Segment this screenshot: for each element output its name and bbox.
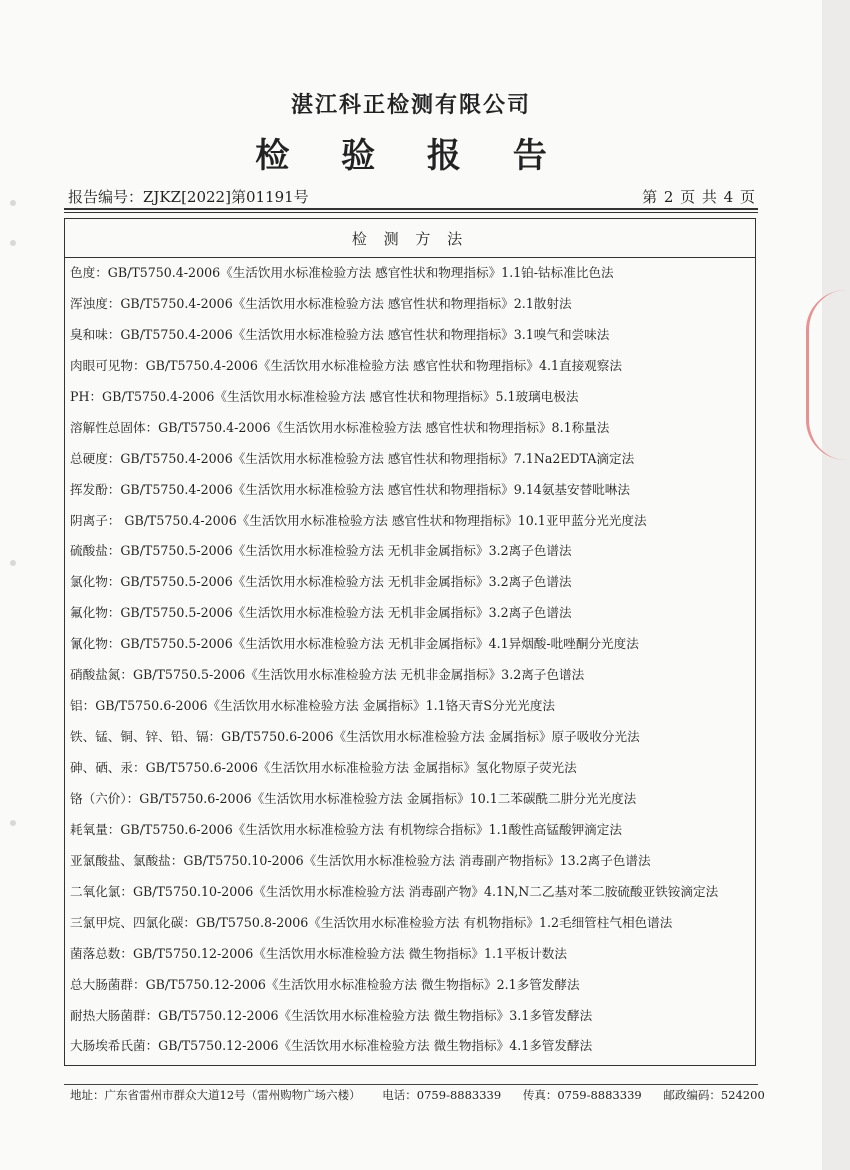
footer-address: 地址：广东省雷州市群众大道12号（雷州购物广场六楼） <box>70 1088 361 1102</box>
method-row: 砷、硒、汞：GB/T5750.6-2006《生活饮用水标准检验方法 金属指标》氢化物原子荧光法 <box>70 760 577 775</box>
method-row: 铝：GB/T5750.6-2006《生活饮用水标准检验方法 金属指标》1.1铬天青S分光光度法 <box>70 698 556 714</box>
method-row: 三氯甲烷、四氯化碳：GB/T5750.8-2006《生活饮用水标准检验方法 有机物指标》1.2毛细管柱气相色谱法 <box>70 914 673 930</box>
method-row: 臭和味：GB/T5750.4-2006《生活饮用水标准检验方法 感官性状和物理指标》3.1嗅气和尝味法 <box>70 326 610 342</box>
binding-hole-icon <box>10 820 16 826</box>
method-row: 铬（六价）：GB/T5750.6-2006《生活饮用水标准检验方法 金属指标》10.1二苯碳酰二肼分光光度法 <box>70 790 637 806</box>
footer-divider <box>64 1084 758 1085</box>
page-indicator: 第 2 页 共 4 页 <box>642 188 756 206</box>
method-row: 亚氯酸盐、氯酸盐：GB/T5750.10-2006《生活饮用水标准检验方法 消毒副产物指标》13.2离子色谱法 <box>70 852 651 868</box>
method-row: 铁、锰、铜、锌、铅、镉：GB/T5750.6-2006《生活饮用水标准检验方法 金属指标》原子吸收分光法 <box>70 729 640 745</box>
method-row: 总大肠菌群：GB/T5750.12-2006《生活饮用水标准检验方法 微生物指标》2.1多管发酵法 <box>70 976 580 992</box>
method-row: 耗氧量：GB/T5750.6-2006《生活饮用水标准检验方法 有机物综合指标》1.1酸性高锰酸钾滴定法 <box>70 821 622 837</box>
binding-hole-icon <box>10 240 16 246</box>
method-row: 挥发酚：GB/T5750.4-2006《生活饮用水标准检验方法 感官性状和物理指标》9.14氨基安替吡啉法 <box>70 481 630 497</box>
method-row: 硫酸盐：GB/T5750.5-2006《生活饮用水标准检验方法 无机非金属指标》3.2离子色谱法 <box>70 543 572 559</box>
methods-table <box>64 218 756 1066</box>
method-row: PH：GB/T5750.4-2006《生活饮用水标准检验方法 感官性状和物理指标》5.1玻璃电极法 <box>70 388 579 404</box>
method-row: 溶解性总固体：GB/T5750.4-2006《生活饮用水标准检验方法 感官性状和物理指标》8.1称量法 <box>70 419 610 435</box>
footer-postcode: 邮政编码：524200 <box>663 1088 765 1102</box>
binding-hole-icon <box>10 560 16 566</box>
report-title: 检 验 报 告 <box>255 136 567 176</box>
footer <box>70 1087 765 1103</box>
method-row: 氟化物：GB/T5750.5-2006《生活饮用水标准检验方法 无机非金属指标》3.2离子色谱法 <box>70 605 572 621</box>
binding-hole-icon <box>10 200 16 206</box>
seal-stamp-fragment <box>806 290 849 460</box>
next-page-edge <box>822 0 850 1170</box>
report-meta <box>68 186 756 208</box>
footer-phone: 电话：0759-8883339 <box>382 1088 502 1102</box>
method-row: 菌落总数：GB/T5750.12-2006《生活饮用水标准检验方法 微生物指标》1.1平板计数法 <box>70 945 567 961</box>
method-row: 二氧化氯：GB/T5750.10-2006《生活饮用水标准检验方法 消毒副产物》4.1N,N二乙基对苯二胺硫酸亚铁铵滴定法 <box>70 883 719 899</box>
header-divider <box>64 208 758 210</box>
method-row: 阴离子： GB/T5750.4-2006《生活饮用水标准检验方法 感官性状和物理指标》10.1亚甲蓝分光光度法 <box>70 512 647 528</box>
method-row: 氰化物：GB/T5750.5-2006《生活饮用水标准检验方法 无机非金属指标》4.1异烟酸-吡唑酮分光度法 <box>70 636 639 652</box>
methods-heading: 检 测 方 法 <box>65 219 755 258</box>
report-number: 报告编号：ZJKZ[2022]第01191号 <box>68 188 309 206</box>
method-row: 肉眼可见物：GB/T5750.4-2006《生活饮用水标准检验方法 感官性状和物理指标》4.1直接观察法 <box>70 357 622 373</box>
method-row: 总硬度：GB/T5750.4-2006《生活饮用水标准检验方法 感官性状和物理指标》7.1Na2EDTA滴定法 <box>70 450 635 466</box>
method-row: 耐热大肠菌群：GB/T5750.12-2006《生活饮用水标准检验方法 微生物指标》3.1多管发酵法 <box>70 1007 593 1023</box>
header-divider-thin <box>64 212 758 213</box>
method-row: 大肠埃希氏菌：GB/T5750.12-2006《生活饮用水标准检验方法 微生物指标》4.1多管发酵法 <box>70 1038 593 1054</box>
footer-fax: 传真：0759-8883339 <box>522 1088 642 1102</box>
method-row: 浑浊度：GB/T5750.4-2006《生活饮用水标准检验方法 感官性状和物理指标》2.1散射法 <box>70 295 572 311</box>
method-row: 硝酸盐氮：GB/T5750.5-2006《生活饮用水标准检验方法 无机非金属指标》3.2离子色谱法 <box>70 667 585 683</box>
method-row: 氯化物：GB/T5750.5-2006《生活饮用水标准检验方法 无机非金属指标》3.2离子色谱法 <box>70 574 572 590</box>
method-row: 色度：GB/T5750.4-2006《生活饮用水标准检验方法 感官性状和物理指标》1.1铂-钴标准比色法 <box>70 265 614 280</box>
company-name: 湛江科正检测有限公司 <box>290 92 531 118</box>
methods-list <box>65 258 755 1062</box>
